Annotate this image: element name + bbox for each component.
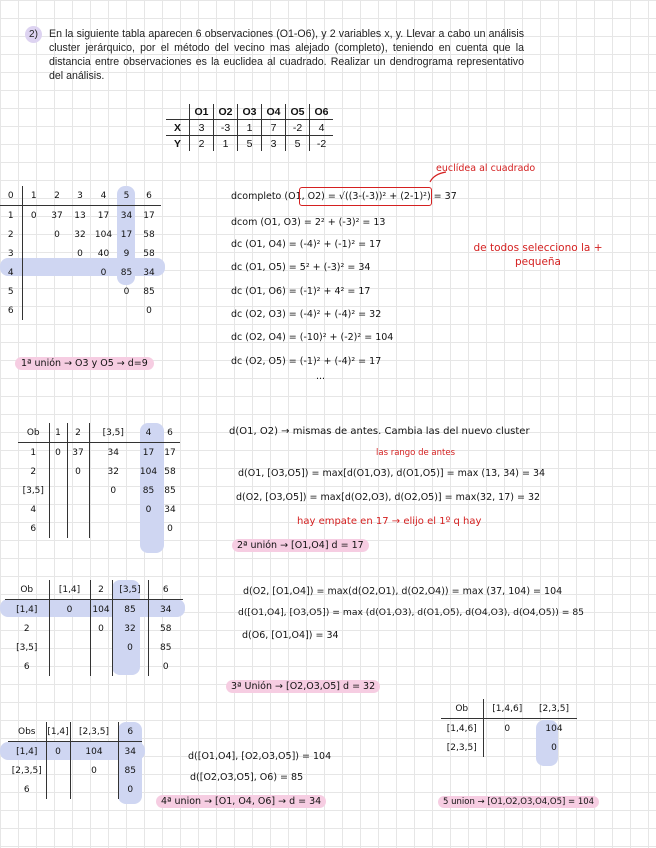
calc-line-3: dc (O1, O4) = (-4)² + (-1)² = 17 [231, 239, 382, 250]
observations-header-row: O1 O2 O3 O4 O5 O6 [166, 104, 333, 120]
matrix5-header: Ob [1,4,6] [2,3,5] [441, 699, 577, 719]
matrix2-row-5: 6 0 [18, 519, 180, 538]
matrix3-row-4: 6 0 [5, 657, 183, 676]
matrix1-row-2: 2 0 32 104 17 58 [0, 225, 161, 244]
arrow-annotation-euclidea [426, 168, 448, 186]
calc2-line-2: d(O1, [O3,O5]) = max[d(O1,O3), d(O1,O5)] = max (13, 34) = 34 [238, 468, 546, 479]
matrix2-row-3: [3,5] 0 85 85 [18, 481, 180, 500]
union-3-label: 3ª Unión → [O2,O3,O5] d = 32 [226, 680, 380, 693]
calc-line-7: dc (O2, O4) = (-10)² + (-2)² = 104 [231, 332, 394, 343]
highlight-box-formula [299, 187, 432, 206]
union-4-label: 4ª union → [O1, O4, O6] → d = 34 [156, 795, 326, 808]
calc-line-2: dcom (O1, O3) = 2² + (-3)² = 13 [231, 217, 386, 228]
annotation-select-min: de todos selecciono la + pequeña [473, 242, 603, 268]
union-2-label: 2ª unión → [O1,O4] d = 17 [232, 539, 369, 552]
matrix3-row-3: [3,5] 0 85 [5, 638, 183, 657]
matrix4-row-3: 6 0 [8, 780, 142, 799]
matrix3-row-2: 2 0 32 58 [5, 619, 183, 638]
matrix1-row-1: 1 0 37 13 17 34 17 [0, 206, 161, 226]
matrix1-header: 0 1 2 3 4 5 6 [0, 186, 161, 206]
distance-matrix-2 [18, 423, 180, 538]
problem-text: En la siguiente tabla aparecen 6 observaciones (O1-O6), y 2 variables x, y. Llevar a cabo un análisis cluster jerárquico, por el método del vecino mas alejado (completo), teniendo en cuenta que la distancia entre observaciones es la euclidea al cuadrado. Realizar un dendrograma representativo del análisis. [49, 28, 524, 82]
annotation-rango: las rango de antes [376, 448, 456, 458]
matrix3-row-1: [1,4] 0 104 85 34 [5, 600, 183, 620]
calc3-line-1: d(O2, [O1,O4]) = max(d(O2,O1), d(O2,O4)) = max (37, 104) = 104 [243, 586, 563, 597]
calc-line-4: dc (O1, O5) = 5² + (-3)² = 34 [231, 262, 371, 273]
calc4-line-2: d([O2,O3,O5], O6) = 85 [190, 772, 304, 783]
matrix2-row-2: 2 0 32 104 58 [18, 462, 180, 481]
matrix4-row-1: [1,4] 0 104 34 [8, 742, 142, 762]
union-5-label: 5 union → [O1,O2,O3,O4,O5] = 104 [438, 796, 599, 808]
calc2-line-3: d(O2, [O3,O5]) = max[d(O2,O3), d(O2,O5)] = max(32, 17) = 32 [236, 492, 541, 503]
calc4-line-1: d([O1,O4], [O2,O3,O5]) = 104 [188, 751, 332, 762]
matrix1-row-4: 4 0 85 34 [0, 263, 161, 282]
problem-number: 2) [25, 26, 42, 43]
annotation-euclidea: euclídea al cuadrado [436, 163, 536, 174]
distance-matrix-4 [8, 722, 142, 799]
matrix1-row-3: 3 0 40 9 58 [0, 244, 161, 263]
observations-row-y: Y 2 1 5 3 5 -2 [166, 136, 333, 152]
matrix2-row-4: 4 0 34 [18, 500, 180, 519]
calc-line-5: dc (O1, O6) = (-1)² + 4² = 17 [231, 286, 371, 297]
matrix5-row-1: [1,4,6] 0 104 [441, 719, 577, 739]
calc2-line-1: d(O1, O2) → mismas de antes. Cambia las del nuevo cluster [229, 426, 530, 437]
annotation-empate: hay empate en 17 → elijo el 1º q hay [297, 516, 482, 527]
matrix2-row-1: 1 0 37 34 17 17 [18, 443, 180, 463]
matrix3-header: Ob [1,4] 2 [3,5] 6 [5, 580, 183, 600]
matrix1-row-6: 6 0 [0, 301, 161, 320]
union-1-label: 1ª unión → O3 y O5 → d=9 [15, 357, 154, 370]
distance-matrix-5 [441, 699, 577, 757]
distance-matrix-1 [0, 186, 161, 320]
calc-line-8: dc (O2, O5) = (-1)² + (-4)² = 17 [231, 356, 382, 367]
calc-ellipsis: ... [316, 371, 326, 382]
calc3-line-3: d(O6, [O1,O4]) = 34 [242, 630, 339, 641]
matrix4-header: Obs [1,4] [2,3,5] 6 [8, 722, 142, 742]
matrix5-row-2: [2,3,5] 0 [441, 738, 577, 757]
matrix1-row-5: 5 0 85 [0, 282, 161, 301]
observations-table [166, 104, 333, 151]
matrix2-header: Ob 1 2 [3,5] 4 6 [18, 423, 180, 443]
calc-line-6: dc (O2, O3) = (-4)² + (-4)² = 32 [231, 309, 382, 320]
matrix4-row-2: [2,3,5] 0 85 [8, 761, 142, 780]
distance-matrix-3 [5, 580, 183, 676]
observations-row-x: X 3 -3 1 7 -2 4 [166, 120, 333, 136]
calc3-line-2: d([O1,O4], [O3,O5]) = max (d(O1,O3), d(O1,O5), d(O4,O3), d(O4,O5)) = 85 [238, 607, 585, 618]
calc-line-1: dcompleto (O1, O2) = √((3-(-3))² + (2-1)²) = 37 [231, 191, 457, 202]
